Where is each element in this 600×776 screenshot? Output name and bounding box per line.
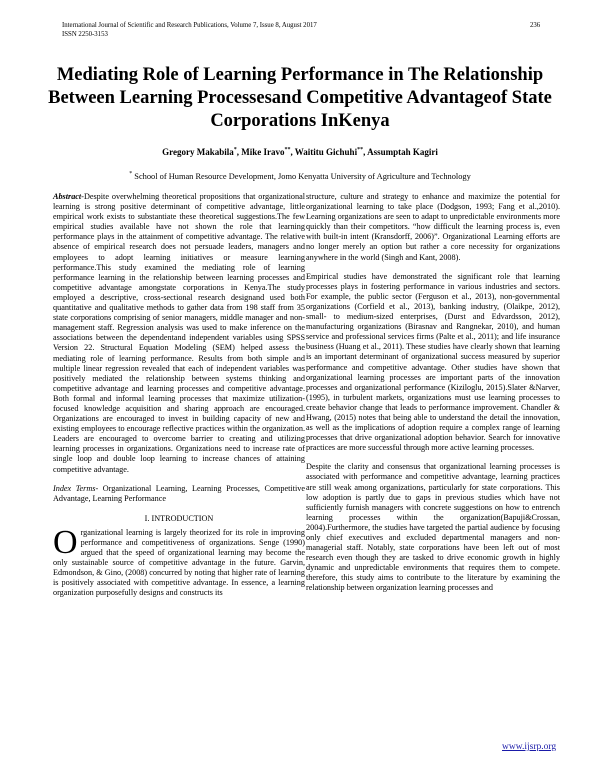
body-paragraph: Empirical studies have demonstrated the significant role that learning processes plays in fostering performance in various industries and sectors. For example, the public sector (Ferguson et al., 2013), non-governmental organizations (Corfield et al., 2013), banking industry, (Olaikpe, 2012), small- to medium-sized enterprises, (Durst and Edvardsson, 2012), manufacturing organizations (Birasnav and Rangnekar, 2010), and human service and professional services firms (Palte et al., 2011); and life insurance business (Huang et al., 2011). These studies have clearly shown that learning is an important determinant of organizational success measured by superior performance and competitive advantage. Other studies have shown that organizational learning processes are important parts of the innovation processes and organizational performance (Kiziloglu, 2015).Slater &Narver, (1995), in turbulent markets, organizations must use learning processes to create behavior change that leads to performance improvement. Chandler & Hwang, (2015) notes that being able to understand the detail the innovation, as well as the implications of adoption require a complex range of learning processes that drive organizational adoption behavior. Search for innovative practices are more successful through more active learning processes. [306, 271, 560, 453]
author-mark: * [233, 147, 237, 153]
drop-cap: O [53, 523, 78, 561]
author-name: Assumptah Kagiri [367, 147, 438, 157]
journal-issn: ISSN 2250-3153 [62, 30, 108, 38]
affiliation [40, 171, 560, 181]
left-column [53, 192, 305, 608]
journal-header [62, 22, 317, 39]
author-name: Waititu Gichuhi [294, 147, 358, 157]
intro-paragraph [53, 523, 305, 599]
abstract [53, 192, 305, 475]
author-name: Gregory Makabila [162, 147, 234, 157]
abstract-text: Despite overwhelming theoretical propositions that organizational learning is strong positive determinant of competitive advantage, little empirical work exists to substantiate these theoretical suggestions.The few empirical studies available have not shown the role that learning performance plays in the attainment of competitive advantage. The relative absence of empirical research does not persuade leaders, managers and employees to adopt learning initiatives or measure learning performance.This study examined the mediating role of learning performance learning in the relationship between learning processes and competitive advantage amongstate corporations in Kenya.The study employed a descriptive, cross-sectional research designand used both quantitative and qualitative methods to gather data from 198 staff from 35 state corporations comprising of senior managers, middle manager and non-management staff. Regression analysis was used to make inference on the associations between the dependentand independent variables using SPSS Version 22. Structural Equation Modeling (SEM) helped assess the mediating role of learning performance. Results from both simple and multiple linear regression revealed that each of independent variables was positively mediated the relationship between systems thinking and competitive advantage and learning processes and competitive advantage. Both formal and informal learning processes that maximize utilization-focused knowledge acquisition and sharing approach are encouraged. Organizations are encouraged to invest in building capacity of new and existing employees to encourage reflective practices within the organization. Leaders are encouraged to overcome barrier to creating and utilizing learning processes in organizations. Organizations need to increase rate of single loop and double loop learning to increase chances of attaining competitive advantage. [53, 192, 305, 474]
index-terms [53, 484, 305, 504]
affiliation-mark: * [129, 171, 133, 177]
journal-website-link[interactable]: www.ijsrp.org [502, 742, 557, 752]
body-paragraph: Despite the clarity and consensus that organizational learning processes is associated with performance and competitive advantage, learning practices are still weak among organizations, particularly for state corporations. This low adoption is partly due to gaps in previous studies which have not sufficiently furnish managers with concrete suggestions on how to entrench learning processes within the organization(Bapuji&Crossan, 2004).Furthermore, the studies have targeted the partial audience by focusing only chief executives and excluded departmental managers and non-managerial staff. Notably, state corporations have been left out of most research even though they are tasked to drive economic growth in highly dynamic and unpredictable environments that requires them to compete. therefore, this study aims to contribute to the literature by examining the relationship between organization learning processes and [306, 462, 560, 593]
body-paragraph: structure, culture and strategy to enhance and maximize the potential for organizational learning to take place (Dodgson, 1993; Fang et al.,2010). Learning organizations are seen to adapt to unpredictable environments more quickly than their competitors. “how difficult the learning process is, even with built-in intent (Kransdorff, 2006)”. Organizational Learning efforts are no longer merely an option but rather a core necessity for organizations anywhere in the world (Singh and Kant, 2008). [306, 192, 560, 262]
paper-title: Mediating Role of Learning Performance in The Relationship Between Learning Processesand Competitive Advantageof State Corporations InKenya [48, 65, 552, 131]
author-mark: ** [357, 147, 364, 153]
right-column [306, 192, 560, 603]
section-heading: I. INTRODUCTION [144, 513, 214, 523]
page-number: 236 [530, 22, 541, 29]
index-terms-text: Organizational Learning, Learning Processes, Competitive Advantage, Learning Performance [53, 483, 305, 503]
index-terms-label: Index Terms- [53, 483, 99, 493]
author-name: Mike Iravo [241, 147, 285, 157]
affiliation-text: School of Human Resource Development, Jomo Kenyatta University of Agriculture and Technology [134, 171, 471, 181]
journal-citation: International Journal of Scientific and Research Publications, Volume 7, Issue 8, August 2017 [62, 22, 317, 29]
abstract-label: Abstract- [53, 192, 84, 201]
author-mark: ** [284, 147, 291, 153]
intro-text: rganizational learning is largely theorized for its role in improving performance and competitiveness of organizations. Senge (1990) argued that the speed of organizational learning may become the only sustainable source of competitive advantage in the future. Garvin, Edmondson, & Gino, (2008) concurred by noting that higher rate of learning is positively associated with competitive advantage. In essence, a learning organization purposefully designs and constructs its [53, 527, 305, 598]
author-list: Gregory Makabila*, Mike Iravo**, Waititu Gichuhi**, Assumptah Kagiri [162, 147, 438, 157]
